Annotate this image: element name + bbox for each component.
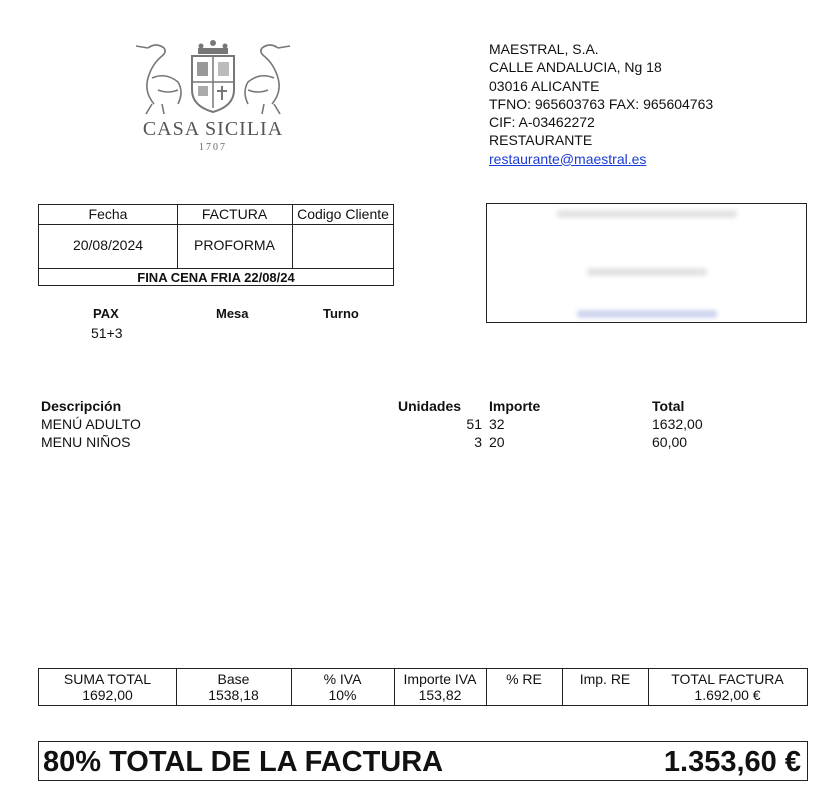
grand-total-box	[38, 741, 808, 781]
item-desc: MENU NIÑOS	[41, 434, 131, 450]
item-desc: MENÚ ADULTO	[41, 416, 141, 432]
mesa-label: Mesa	[216, 306, 249, 321]
company-city: 03016 ALICANTE	[489, 77, 600, 94]
item-total: 60,00	[652, 434, 688, 450]
suma-total-col	[39, 669, 176, 705]
invoice-header-table	[38, 204, 394, 286]
suma-total-header: SUMA TOTAL	[63, 671, 152, 687]
base-value: 1538,18	[208, 687, 259, 703]
base-col	[176, 669, 291, 705]
company-cif: CIF: A-03462272	[489, 114, 595, 131]
imp-re-header: Imp. RE	[579, 671, 631, 687]
item-price: 32	[489, 416, 505, 432]
codigo-cliente-header: Codigo Cliente	[297, 206, 389, 222]
grand-total-amount: 1.353,60 €	[663, 746, 801, 778]
iva-pct-col	[291, 669, 394, 705]
total-factura-col	[648, 669, 807, 705]
company-dept: RESTAURANTE	[489, 132, 593, 149]
total-header: Total	[652, 398, 685, 414]
suma-total-value: 1692,00	[82, 687, 133, 703]
redacted-line	[587, 268, 707, 276]
item-price: 20	[489, 434, 505, 450]
logo-name: CASA SICILIA	[142, 118, 284, 140]
crest-with-herons-icon	[118, 38, 308, 118]
importe-iva-col	[394, 669, 486, 705]
company-name: MAESTRAL, S.A.	[489, 41, 599, 57]
factura-header: FACTURA	[201, 206, 268, 222]
item-units: 51	[466, 416, 482, 432]
company-email-link[interactable]: restaurante@maestral.es	[489, 150, 647, 167]
fecha-header: Fecha	[88, 206, 128, 222]
re-pct-col	[486, 669, 562, 705]
logo-year: 1707	[199, 142, 227, 153]
company-phones: TFNO: 965603763 FAX: 965604763	[489, 95, 714, 112]
item-units: 3	[474, 434, 482, 450]
turno-label: Turno	[323, 306, 359, 321]
total-factura-value: 1.692,00 €	[694, 687, 761, 703]
re-pct-header: % RE	[506, 671, 542, 687]
price-header: Importe	[489, 398, 541, 414]
importe-iva-header: Importe IVA	[403, 671, 477, 687]
desc-header: Descripción	[41, 398, 122, 414]
total-factura-header: TOTAL FACTURA	[671, 671, 784, 687]
client-address-box	[486, 203, 807, 323]
redacted-line	[577, 310, 717, 318]
units-header: Unidades	[398, 398, 462, 414]
base-header: Base	[217, 671, 250, 687]
pax-label: PAX	[93, 306, 119, 321]
company-address: CALLE ANDALUCIA, Ng 18	[489, 59, 662, 76]
redacted-line	[557, 210, 737, 218]
event-title: FINA CENA FRIA 22/08/24	[137, 270, 295, 285]
iva-pct-header: % IVA	[323, 671, 362, 687]
totals-table	[38, 668, 808, 706]
factura-value: PROFORMA	[194, 237, 275, 253]
pax-value: 51+3	[91, 325, 123, 341]
fecha-value: 20/08/2024	[72, 237, 144, 253]
grand-total-label: 80% TOTAL DE LA FACTURA	[43, 746, 444, 778]
importe-iva-value: 153,82	[418, 687, 462, 703]
iva-pct-value: 10%	[328, 687, 357, 703]
company-info	[489, 40, 713, 168]
item-total: 1632,00	[652, 416, 703, 432]
imp-re-col	[562, 669, 648, 705]
